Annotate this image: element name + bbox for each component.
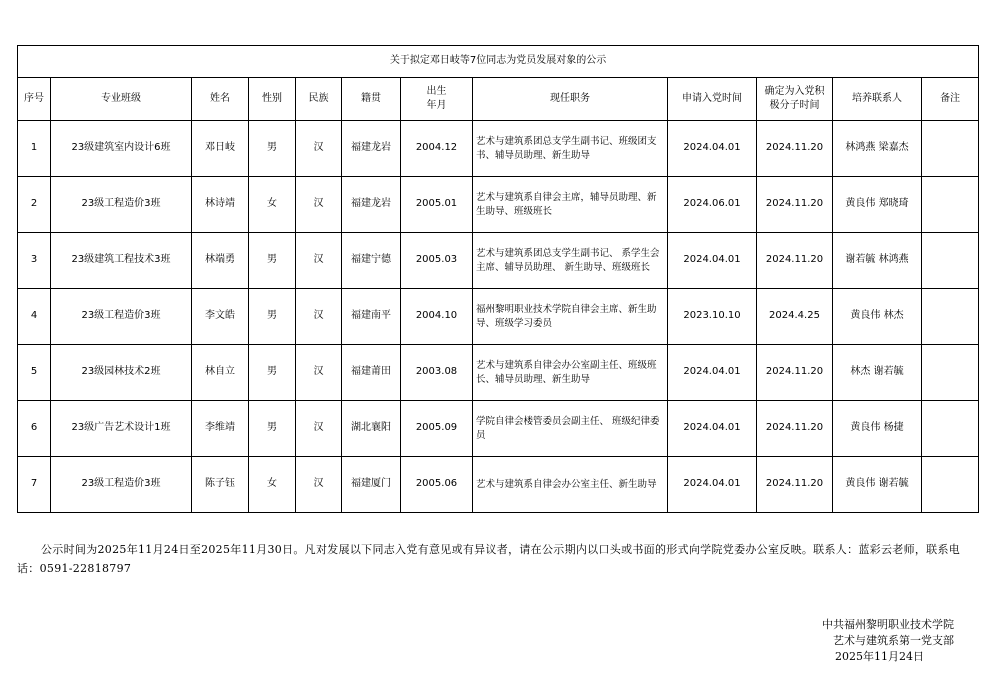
cell-index: 5 bbox=[18, 345, 51, 401]
cell-gender: 男 bbox=[249, 233, 296, 289]
cell-index: 7 bbox=[18, 457, 51, 513]
cell-gender: 男 bbox=[249, 121, 296, 177]
table-row bbox=[18, 457, 979, 513]
cell-remark bbox=[922, 177, 979, 233]
cell-name: 林端勇 bbox=[192, 233, 249, 289]
cell-name: 林自立 bbox=[192, 345, 249, 401]
cell-birth: 2004.10 bbox=[401, 289, 473, 345]
table-row bbox=[18, 401, 979, 457]
signature-block bbox=[822, 617, 954, 665]
cell-name: 邓日岐 bbox=[192, 121, 249, 177]
cell-contact: 谢若毓 林鸿燕 bbox=[833, 233, 922, 289]
cell-birth: 2005.09 bbox=[401, 401, 473, 457]
cell-gender: 女 bbox=[249, 177, 296, 233]
cell-apply-date: 2024.04.01 bbox=[668, 457, 757, 513]
cell-active-date: 2024.11.20 bbox=[757, 177, 833, 233]
header-remark: 备注 bbox=[922, 78, 979, 121]
signature-date: 2025年11月24日 bbox=[835, 650, 924, 663]
notice-footnote: 公示时间为2025年11月24日至2025年11月30日。凡对发展以下同志入党有意见或有异议者，请在公示期内以口头或书面的形式向学院党委办公室反映。联系人：蓝彩云老师，联系电话：0591-22818797 bbox=[17, 543, 961, 575]
cell-origin: 湖北襄阳 bbox=[342, 401, 401, 457]
cell-apply-date: 2024.04.01 bbox=[668, 401, 757, 457]
header-active-date bbox=[757, 78, 833, 121]
cell-remark bbox=[922, 289, 979, 345]
signature-org-line1: 中共福州黎明职业技术学院 bbox=[822, 618, 954, 631]
cell-remark bbox=[922, 345, 979, 401]
table-row bbox=[18, 233, 979, 289]
table-row bbox=[18, 345, 979, 401]
cell-class: 23级广告艺术设计1班 bbox=[51, 401, 192, 457]
header-birth-line1: 出生 bbox=[426, 85, 447, 97]
cell-remark bbox=[922, 121, 979, 177]
cell-birth: 2003.08 bbox=[401, 345, 473, 401]
cell-contact: 林鸿燕 梁嘉杰 bbox=[833, 121, 922, 177]
table-row bbox=[18, 289, 979, 345]
cell-gender: 男 bbox=[249, 401, 296, 457]
signature-org-line2: 艺术与建筑系第一党支部 bbox=[833, 634, 954, 647]
cell-gender: 女 bbox=[249, 457, 296, 513]
cell-contact: 黄良伟 杨捷 bbox=[833, 401, 922, 457]
cell-class: 23级工程造价3班 bbox=[51, 177, 192, 233]
cell-index: 1 bbox=[18, 121, 51, 177]
cell-ethnicity: 汉 bbox=[296, 121, 342, 177]
header-class: 专业班级 bbox=[51, 78, 192, 121]
cell-ethnicity: 汉 bbox=[296, 177, 342, 233]
cell-ethnicity: 汉 bbox=[296, 233, 342, 289]
cell-duty: 艺术与建筑系自律会办公室副主任、班级班长、辅导员助理、新生助导 bbox=[473, 345, 668, 401]
cell-class: 23级园林技术2班 bbox=[51, 345, 192, 401]
notice-title: 关于拟定邓日岐等7位同志为党员发展对象的公示 bbox=[18, 46, 979, 78]
cell-ethnicity: 汉 bbox=[296, 345, 342, 401]
cell-apply-date: 2024.04.01 bbox=[668, 345, 757, 401]
cell-duty: 艺术与建筑系自律会主席，辅导员助理、新生助导、班级班长 bbox=[473, 177, 668, 233]
cell-duty: 艺术与建筑系团总支学生副书记、班级团支书、辅导员助理、新生助导 bbox=[473, 121, 668, 177]
cell-index: 3 bbox=[18, 233, 51, 289]
cell-name: 李维靖 bbox=[192, 401, 249, 457]
cell-birth: 2005.03 bbox=[401, 233, 473, 289]
cell-active-date: 2024.11.20 bbox=[757, 121, 833, 177]
cell-name: 李文皓 bbox=[192, 289, 249, 345]
cell-contact: 林杰 谢若毓 bbox=[833, 345, 922, 401]
cell-duty: 福州黎明职业技术学院自律会主席、新生助导、班级学习委员 bbox=[473, 289, 668, 345]
table-row bbox=[18, 177, 979, 233]
cell-active-date: 2024.11.20 bbox=[757, 457, 833, 513]
header-gender: 性别 bbox=[249, 78, 296, 121]
cell-origin: 福建莆田 bbox=[342, 345, 401, 401]
cell-ethnicity: 汉 bbox=[296, 401, 342, 457]
cell-active-date: 2024.11.20 bbox=[757, 233, 833, 289]
cell-origin: 福建龙岩 bbox=[342, 177, 401, 233]
notice-table bbox=[17, 45, 979, 513]
cell-name: 陈子钰 bbox=[192, 457, 249, 513]
cell-index: 6 bbox=[18, 401, 51, 457]
header-active-line1: 确定为入党积 bbox=[764, 85, 825, 97]
header-name: 姓名 bbox=[192, 78, 249, 121]
cell-active-date: 2024.11.20 bbox=[757, 345, 833, 401]
cell-contact: 黄良伟 郑晓琦 bbox=[833, 177, 922, 233]
table-row bbox=[18, 121, 979, 177]
cell-duty: 学院自律会楼管委员会副主任、 班级纪律委员 bbox=[473, 401, 668, 457]
cell-active-date: 2024.4.25 bbox=[757, 289, 833, 345]
header-contact: 培养联系人 bbox=[833, 78, 922, 121]
cell-contact: 黄良伟 谢若毓 bbox=[833, 457, 922, 513]
cell-name: 林诗靖 bbox=[192, 177, 249, 233]
cell-birth: 2004.12 bbox=[401, 121, 473, 177]
cell-remark bbox=[922, 457, 979, 513]
cell-ethnicity: 汉 bbox=[296, 289, 342, 345]
cell-duty: 艺术与建筑系团总支学生副书记、 系学生会主席、辅导员助理、 新生助导、班级班长 bbox=[473, 233, 668, 289]
cell-origin: 福建宁德 bbox=[342, 233, 401, 289]
cell-gender: 男 bbox=[249, 289, 296, 345]
cell-origin: 福建南平 bbox=[342, 289, 401, 345]
cell-ethnicity: 汉 bbox=[296, 457, 342, 513]
cell-birth: 2005.06 bbox=[401, 457, 473, 513]
cell-gender: 男 bbox=[249, 345, 296, 401]
cell-remark bbox=[922, 401, 979, 457]
cell-index: 2 bbox=[18, 177, 51, 233]
header-active-line2: 极分子时间 bbox=[769, 100, 820, 111]
cell-contact: 黄良伟 林杰 bbox=[833, 289, 922, 345]
header-index: 序号 bbox=[18, 78, 51, 121]
cell-remark bbox=[922, 233, 979, 289]
cell-apply-date: 2024.04.01 bbox=[668, 121, 757, 177]
cell-birth: 2005.01 bbox=[401, 177, 473, 233]
cell-class: 23级工程造价3班 bbox=[51, 457, 192, 513]
header-origin: 籍贯 bbox=[342, 78, 401, 121]
header-apply-date: 申请入党时间 bbox=[668, 78, 757, 121]
cell-index: 4 bbox=[18, 289, 51, 345]
cell-active-date: 2024.11.20 bbox=[757, 401, 833, 457]
cell-class: 23级建筑室内设计6班 bbox=[51, 121, 192, 177]
cell-origin: 福建龙岩 bbox=[342, 121, 401, 177]
cell-class: 23级工程造价3班 bbox=[51, 289, 192, 345]
cell-apply-date: 2024.04.01 bbox=[668, 233, 757, 289]
cell-apply-date: 2023.10.10 bbox=[668, 289, 757, 345]
header-birth-line2: 年月 bbox=[426, 100, 447, 111]
header-birth bbox=[401, 78, 473, 121]
cell-duty: 艺术与建筑系自律会办公室主任、新生助导 bbox=[473, 457, 668, 513]
cell-apply-date: 2024.06.01 bbox=[668, 177, 757, 233]
cell-class: 23级建筑工程技术3班 bbox=[51, 233, 192, 289]
header-ethnicity: 民族 bbox=[296, 78, 342, 121]
header-row bbox=[18, 78, 979, 121]
cell-origin: 福建厦门 bbox=[342, 457, 401, 513]
header-duty: 现任职务 bbox=[473, 78, 668, 121]
table-body bbox=[18, 121, 979, 513]
